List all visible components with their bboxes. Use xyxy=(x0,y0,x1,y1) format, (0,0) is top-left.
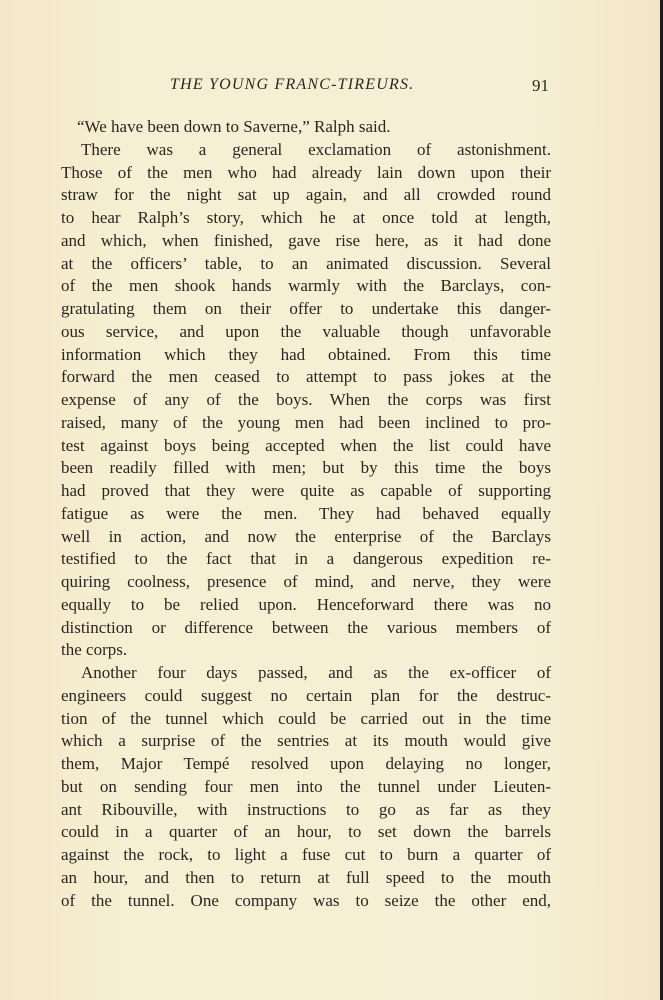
running-title: THE YOUNG FRANC-TIREURS. xyxy=(170,76,415,93)
text-line: “We have been down to Saverne,” Ralph said. xyxy=(77,117,391,136)
text-line: Those of the men who had already lain down upon their xyxy=(61,162,551,182)
text-line: Another four days passed, and as the ex-officer of xyxy=(81,663,551,682)
text-line: equally to be relied upon. Henceforward there was no xyxy=(61,594,551,614)
text-line: them, Major Tempé resolved upon delaying no longer, xyxy=(61,754,551,773)
text-line: gratulating them on their offer to undertake this danger- xyxy=(61,299,551,318)
text-line: forward the men ceased to attempt to pass jokes at the xyxy=(61,367,551,387)
text-line: There was a general exclamation of astonishment. xyxy=(81,139,551,159)
text-line: of the men shook hands warmly with the Barclays, con- xyxy=(61,276,551,296)
text-line: could in a quarter of an hour, to set down the barrels xyxy=(61,822,551,842)
text-line: tion of the tunnel which could be carried out in the time xyxy=(61,708,551,728)
text-line: distinction or difference between the various members of xyxy=(61,617,551,637)
text-line: been readily filled with men; but by this time the boys xyxy=(61,458,551,478)
text-line: straw for the night sat up again, and all crowded round xyxy=(61,185,551,205)
text-line: expense of any of the boys. When the corps was first xyxy=(61,390,551,409)
text-line: and which, when finished, gave rise here, as it had done xyxy=(61,230,551,250)
text-line: well in action, and now the enterprise of the Barclays xyxy=(61,526,551,546)
text-line: against the rock, to light a fuse cut to burn a quarter of xyxy=(61,845,551,864)
text-line: ant Ribouville, with instructions to go as far as they xyxy=(61,799,551,819)
text-line: an hour, and then to return at full speed to the mouth xyxy=(61,867,551,887)
text-line: which a surprise of the sentries at its mouth would give xyxy=(61,731,551,751)
text-line: test against boys being accepted when the list could have xyxy=(61,435,551,455)
page-number: 91 xyxy=(532,76,549,95)
text-line: of the tunnel. One company was to seize the other end, xyxy=(61,890,551,910)
text-line: testified to the fact that in a dangerous expedition re- xyxy=(61,549,551,569)
text-line: quiring coolness, presence of mind, and nerve, they were xyxy=(61,572,551,591)
text-line: engineers could suggest no certain plan for the destruc- xyxy=(61,685,551,705)
text-line: had proved that they were quite as capable of supporting xyxy=(61,481,551,500)
page-header xyxy=(0,76,663,102)
text-line: raised, many of the young men had been inclined to pro- xyxy=(61,412,551,432)
text-line: information which they had obtained. From this time xyxy=(61,344,551,364)
text-line: fatigue as were the men. They had behaved equally xyxy=(61,503,551,523)
text-line: to hear Ralph’s story, which he at once told at length, xyxy=(61,208,551,227)
body-text xyxy=(61,116,551,912)
text-line: the corps. xyxy=(61,640,128,660)
text-line: ous service, and upon the valuable though unfavorable xyxy=(61,321,551,341)
text-line: but on sending four men into the tunnel under Lieuten- xyxy=(61,776,551,796)
text-line: at the officers’ table, to an animated discussion. Several xyxy=(61,253,551,273)
